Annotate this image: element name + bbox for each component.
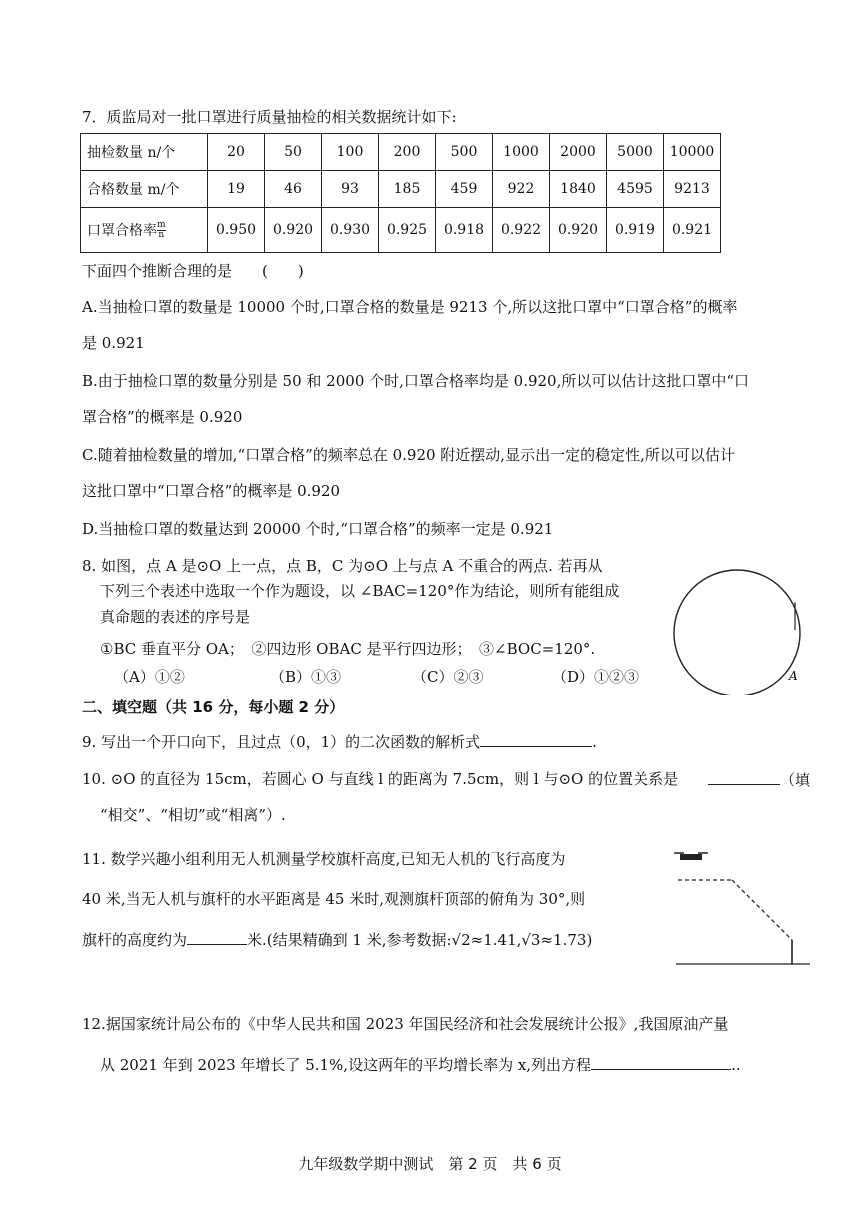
q10-answer-area: [708, 770, 810, 789]
table-cell: 0.920: [265, 208, 322, 253]
table-cell: 50: [265, 134, 322, 171]
q7-stem: 7．质监局对一批口罩进行质量抽检的相关数据统计如下:: [82, 108, 457, 126]
table-cell: 0.921: [664, 208, 721, 253]
q8-choice-a: （A）①②: [114, 668, 185, 686]
table-row: [81, 171, 721, 208]
q10-text: [82, 770, 678, 788]
table-cell: 200: [379, 134, 436, 171]
q8-choice-d: （D）①②③: [552, 668, 640, 686]
q7-option-a: A.当抽检口罩的数量是 10000 个时,口罩合格的数量是 9213 个,所以这批口罩中“口罩合格”的概率: [82, 298, 738, 316]
table-cell: 93: [322, 171, 379, 208]
q7-option-c-cont: 这批口罩中“口罩合格”的概率是 0.920: [82, 482, 341, 500]
row-header: [81, 208, 208, 253]
table-cell: 922: [493, 171, 550, 208]
table-cell: 500: [436, 134, 493, 171]
table-cell: 2000: [550, 134, 607, 171]
q12-end: ..: [731, 1056, 741, 1074]
table-cell: 4595: [607, 171, 664, 208]
q7-option-d: D.当抽检口罩的数量达到 20000 个时,“口罩合格”的频率一定是 0.921: [82, 520, 554, 538]
page-footer: 九年级数学期中测试 第 2 页 共 6 页: [298, 1155, 562, 1173]
table-cell: 0.919: [607, 208, 664, 253]
table-cell: 0.950: [208, 208, 265, 253]
q7-prompt: 下面四个推断合理的是 ( ): [82, 262, 304, 280]
q11-before-blank: 旗杆的高度约为: [82, 931, 188, 949]
q7-option-a-cont: 是 0.921: [82, 334, 145, 352]
q10-answer-blank[interactable]: [708, 770, 780, 785]
table-cell: 0.930: [322, 208, 379, 253]
q11-answer-blank[interactable]: [187, 930, 247, 945]
q8-choice-b: （B）①③: [270, 668, 342, 686]
q11-after-blank: 米.(结果精确到 1 米,参考数据:√2≈1.41,√3≈1.73): [247, 931, 593, 949]
table-cell: 20: [208, 134, 265, 171]
table-cell: 459: [436, 171, 493, 208]
q11-drone-figure: [670, 848, 820, 973]
fraction-denominator: n: [158, 230, 165, 241]
q9-stem: 9. 写出一个开口向下，且过点（0，1）的二次函数的解析式: [82, 733, 481, 751]
table-cell: 0.922: [493, 208, 550, 253]
q11-line-3: [82, 930, 592, 949]
q11-line-1: 11. 数学兴趣小组利用无人机测量学校旗杆高度,已知无人机的飞行高度为: [82, 850, 566, 868]
q9-end: .: [592, 733, 597, 751]
q12-line-2: [100, 1055, 741, 1074]
q8-line-2: 下列三个表述中选取一个作为题设，以 ∠BAC=120°作为结论，则所有能组成: [100, 582, 620, 600]
q11-line-2: 40 米,当无人机与旗杆的水平距离是 45 米时,观测旗杆顶部的俯角为 30°,则: [82, 890, 586, 908]
q10-line-2: “相交”、“相切”或“相离”）.: [100, 806, 286, 824]
table-cell: 0.918: [436, 208, 493, 253]
table-cell: 5000: [607, 134, 664, 171]
table-cell: 9213: [664, 171, 721, 208]
drone-icon: [674, 853, 708, 860]
table-cell: 185: [379, 171, 436, 208]
q10-stem: 10. ⊙O 的直径为 15cm，若圆心 O 与直线 l 的距离为 7.5cm，则 l 与⊙O 的位置关系是: [82, 770, 679, 788]
table-cell: 100: [322, 134, 379, 171]
row-header-label: 口罩合格率: [87, 222, 157, 239]
table-row: [81, 134, 721, 171]
table-row: [81, 208, 721, 253]
q7-option-b: B.由于抽检口罩的数量分别是 50 和 2000 个时,口罩合格率均是 0.920,所以可以估计这批口罩中“口: [82, 372, 750, 390]
q8-line-1: 8. 如图，点 A 是⊙O 上一点，点 B，C 为⊙O 上与点 A 不重合的两点. 若再从: [82, 557, 603, 575]
q8-circle-figure: [665, 560, 815, 695]
q7-data-table: [80, 133, 721, 253]
table-cell: 1000: [493, 134, 550, 171]
q7-option-c: C.随着抽检数量的增加,“口罩合格”的频率总在 0.920 附近摆动,显示出一定的稳定性,所以可以估计: [82, 446, 735, 464]
section-2-heading: 二、填空题（共 16 分，每小题 2 分）: [82, 698, 345, 716]
row-header: 抽检数量 n/个: [81, 134, 208, 171]
q9-text: [82, 732, 597, 751]
table-cell: 10000: [664, 134, 721, 171]
q12-line-1: 12.据国家统计局公布的《中华人民共和国 2023 年国民经济和社会发展统计公报》,我国原油产量: [82, 1015, 729, 1033]
q10-after: （填: [780, 771, 811, 789]
q8-choice-c: （C）②③: [412, 668, 484, 686]
point-a-label: A: [789, 669, 798, 683]
table-cell: 19: [208, 171, 265, 208]
table-cell: 0.920: [550, 208, 607, 253]
table-cell: 46: [265, 171, 322, 208]
fraction-numerator: m: [157, 220, 166, 231]
q8-line-3: 真命题的表述的序号是: [100, 608, 251, 626]
circle-o: [674, 570, 800, 695]
fraction: [157, 221, 166, 240]
q12-stem: 从 2021 年到 2023 年增长了 5.1%,设这两年的平均增长率为 x,列出方程: [100, 1056, 592, 1074]
q7-option-b-cont: 罩合格”的概率是 0.920: [82, 408, 243, 426]
table-cell: 1840: [550, 171, 607, 208]
q9-answer-blank[interactable]: [480, 732, 592, 747]
table-cell: 0.925: [379, 208, 436, 253]
depression-sight-line: [732, 880, 792, 940]
q8-statements: ①BC 垂直平分 OA； ②四边形 OBAC 是平行四边形； ③∠BOC=120°.: [100, 640, 596, 658]
q12-answer-blank[interactable]: [591, 1055, 731, 1070]
row-header: 合格数量 m/个: [81, 171, 208, 208]
